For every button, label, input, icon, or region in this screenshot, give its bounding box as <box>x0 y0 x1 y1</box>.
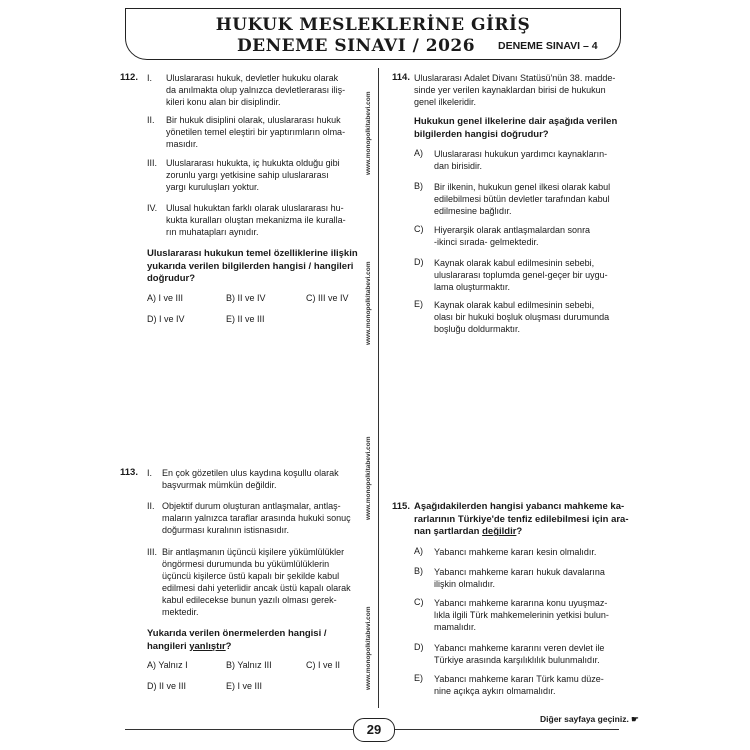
question-stem: Yukarıda verilen önermelerden hangisi / hangileri yanlıştır? <box>147 628 327 652</box>
answer-option-c[interactable]: C) III ve IV <box>306 293 349 303</box>
roman-numeral: IV. <box>147 203 158 213</box>
question-stem: Aşağıdakilerden hangisi yabancı mahkeme ka- rarlarının Türkiye'de tenfiz edilebilmesi için ara- nan şartlardan değildir? <box>414 501 629 537</box>
statement-text: Bir hukuk disiplini olarak, uluslararası hukuk yönetilen temel eleştiri bir yaptırımların olma- masıdır. <box>166 115 346 149</box>
column-divider <box>378 68 379 708</box>
exam-tag: DENEME SINAVI – 4 <box>498 40 598 52</box>
statement-text: Uluslararası hukukta, iç hukukta olduğu gibi zorunlu yargı yetkisine sahip uluslararası yargı kuruluşları yoktur. <box>166 158 340 192</box>
answer-option-a[interactable]: Yabancı mahkeme kararı kesin olmalıdır. <box>434 547 597 557</box>
roman-numeral: I. <box>147 73 153 83</box>
site-watermark: www.monopolkitabevi.com <box>365 436 372 520</box>
next-page-note: Diğer sayfaya geçiniz. ☛ <box>540 714 639 724</box>
statement-text: Objektif durum oluşturan antlaşmalar, antlaş- maların yalnızca taraflar arasında hukuki sonuç doğurması kuralının istisnasıdır. <box>162 501 351 535</box>
question-number: 115. <box>392 501 410 512</box>
answer-option-b[interactable]: Bir ilkenin, hukukun genel ilkesi olarak kabul edilebilmesi bütün devletler tarafından kabul edilmesine bağlıdır. <box>434 182 611 216</box>
answer-option-c[interactable]: Hiyerarşik olarak antlaşmalardan sonra -ikinci sırada- gelmektedir. <box>434 225 591 247</box>
roman-numeral: II. <box>147 501 155 511</box>
page-subtitle: DENEME SINAVI / 2026 <box>236 36 476 56</box>
question-number: 113. <box>120 467 138 478</box>
answer-option-b[interactable]: B) Yalnız III <box>226 660 272 670</box>
option-letter: D) <box>414 257 424 267</box>
statement-text: En çok gözetilen ulus kaydına koşullu olarak başvurmak mümkün değildir. <box>162 468 339 490</box>
option-letter: A) <box>414 148 423 158</box>
site-watermark: www.monopolkitabevi.com <box>365 606 372 690</box>
answer-option-a[interactable]: Uluslararası hukukun yardımcı kaynakların- dan birisidir. <box>434 149 608 171</box>
question-number: 114. <box>392 72 410 83</box>
statement-text: Bir antlaşmanın üçüncü kişilere yükümlülükler öngörmesi durumunda bu yükümlülüklerin üçüncü kişilerce üstü kapalı bir şekilde kabul edilmesi dahi yeterlidir ancak üstü kapalı olarak kabul edilecekse bunun yazılı olması gerek- mektedir. <box>162 547 351 617</box>
option-letter: B) <box>414 566 423 576</box>
answer-option-b[interactable]: B) II ve IV <box>226 293 266 303</box>
answer-option-e[interactable]: Kaynak olarak kabul edilmesinin sebebi, olası bir hukuki boşluk oluşması durumunda boşluğu doldurmaktır. <box>434 300 610 334</box>
answer-option-e[interactable]: E) I ve III <box>226 681 263 691</box>
site-watermark: www.monopolkitabevi.com <box>365 261 372 345</box>
option-letter: C) <box>414 224 424 234</box>
question-number: 112. <box>120 72 138 83</box>
answer-option-b[interactable]: Yabancı mahkeme kararı hukuk davalarına ilişkin olmalıdır. <box>434 567 605 589</box>
answer-option-d[interactable]: Yabancı mahkeme kararını veren devlet ile Türkiye arasında karşılıklılık bulunmalıdır. <box>434 643 605 665</box>
roman-numeral: III. <box>147 158 158 168</box>
site-watermark: www.monopolkitabevi.com <box>365 91 372 175</box>
statement-text: Uluslararası hukuk, devletler hukuku olarak da anılmakta olup yalnızca devletlerarası iliş- kileri konu alan bir disiplindir. <box>166 73 346 107</box>
question-stem: Uluslararası hukukun temel özelliklerine ilişkin yukarıda verilen bilgilerden hangisi / hangileri doğrudur? <box>147 248 358 284</box>
option-letter: B) <box>414 181 423 191</box>
answer-option-d[interactable]: Kaynak olarak kabul edilmesinin sebebi, uluslararası toplumda genel-geçer bir uygu- lama oluşturmaktır. <box>434 258 608 292</box>
option-letter: A) <box>414 546 423 556</box>
question-intro: Uluslararası Adalet Divanı Statüsü'nün 38. madde- sinde yer verilen kaynaklardan birisi de hukukun genel ilkeleridir. <box>414 73 616 107</box>
answer-option-a[interactable]: A) I ve III <box>147 293 184 303</box>
option-letter: C) <box>414 597 424 607</box>
option-letter: D) <box>414 642 424 652</box>
statement-text: Ulusal hukuktan farklı olarak uluslararası hu- kukta kuralları oluştan mekanizma ile kuralla- rın muhatapları aynıdır. <box>166 203 346 237</box>
header-banner <box>125 8 621 60</box>
roman-numeral: III. <box>147 547 158 557</box>
roman-numeral: II. <box>147 115 155 125</box>
question-stem: Hukukun genel ilkelerine dair aşağıda verilen bilgilerden hangisi doğrudur? <box>414 116 618 140</box>
page-title: HUKUK MESLEKLERİNE GİRİŞ <box>215 15 531 35</box>
answer-option-c[interactable]: Yabancı mahkeme kararına konu uyuşmaz- lıkla ilgili Türk mahkemelerinin yetkisi bulun- mamalıdır. <box>434 598 609 632</box>
answer-option-a[interactable]: A) Yalnız I <box>147 660 188 670</box>
answer-option-e[interactable]: Yabancı mahkeme kararı Türk kamu düze- nine açıkça aykırı olmamalıdır. <box>434 674 604 696</box>
option-letter: E) <box>414 299 423 309</box>
roman-numeral: I. <box>147 468 153 478</box>
answer-option-d[interactable]: D) II ve III <box>147 681 187 691</box>
option-letter: E) <box>414 673 423 683</box>
answer-option-d[interactable]: D) I ve IV <box>147 314 185 324</box>
answer-option-e[interactable]: E) II ve III <box>226 314 265 324</box>
page-number: 29 <box>353 718 395 742</box>
answer-option-c[interactable]: C) I ve II <box>306 660 341 670</box>
